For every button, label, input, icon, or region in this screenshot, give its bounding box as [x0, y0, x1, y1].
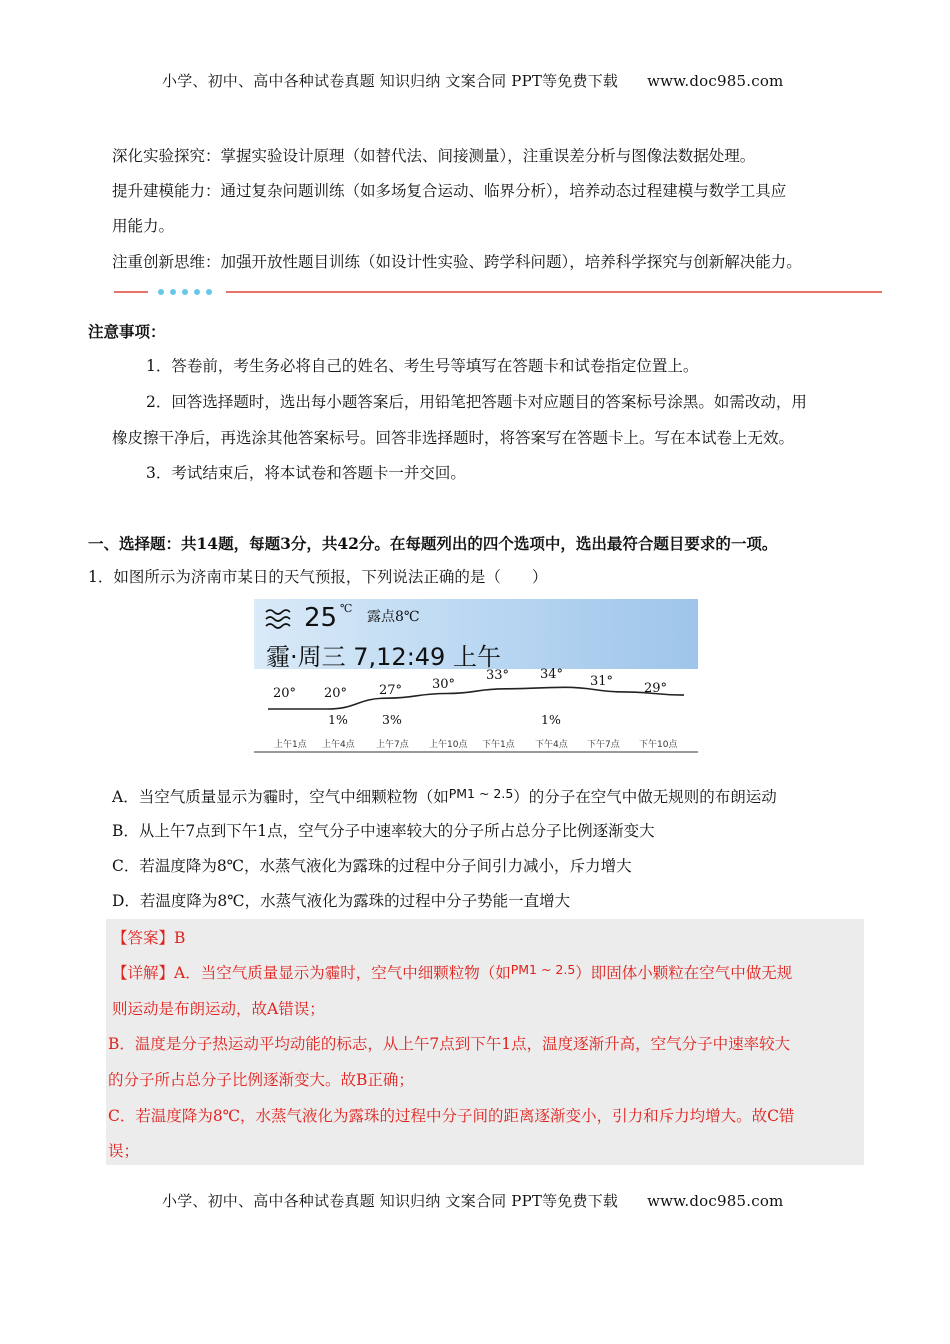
- answer-label: 【答案】: [112, 929, 175, 947]
- detail-line-3: B．温度是分子热运动平均动能的标志，从上午7点到下午1点，温度逐渐升高，空气分子中速率较大: [108, 1035, 791, 1053]
- precip-chance: 1%: [328, 712, 348, 727]
- detail-a-pre: A．当空气质量显示为霾时，空气中细颗粒物（如: [174, 964, 511, 982]
- hour-temp: 20°: [324, 686, 348, 701]
- dew-point: 露点8℃: [367, 609, 420, 625]
- hour-label: 上午1点: [274, 740, 307, 750]
- hour-temp: 33°: [486, 668, 510, 683]
- notes-title: 注意事项：: [88, 322, 166, 341]
- answer-value: B: [174, 929, 186, 947]
- hour-temp: 20°: [273, 686, 297, 701]
- hour-label: 下午7点: [587, 740, 620, 750]
- hour-temp: 31°: [590, 674, 614, 689]
- intro-line-4: 注重创新思维：加强开放性题目训练（如设计性实验、跨学科问题），培养科学探究与创新解决能力。: [112, 253, 802, 271]
- hour-temp: 29°: [644, 681, 668, 696]
- hour-label: 上午10点: [429, 740, 468, 750]
- temp-unit: ℃: [340, 602, 353, 615]
- hour-temp: 34°: [540, 667, 564, 682]
- hour-temp: 30°: [432, 677, 456, 692]
- precip-chance: 1%: [541, 712, 561, 727]
- detail-a-post: ）即固体小颗粒在空气中做无规: [575, 964, 793, 982]
- note-2b: 橡皮擦干净后，再选涂其他答案标号。回答非选择题时，将答案写在答题卡上。写在本试卷上无效。: [112, 429, 795, 447]
- detail-line-4: 的分子所占总分子比例逐渐变大。故B正确；: [108, 1071, 414, 1089]
- note-1: 1．答卷前，考生务必将自己的姓名、考生号等填写在答题卡和试卷指定位置上。: [146, 357, 699, 375]
- weather-status: 霾·周三 7,12:49 上午: [266, 643, 501, 671]
- option-a: [112, 786, 777, 809]
- option-a-pm: PM1 ~ 2.5: [448, 786, 514, 801]
- haze-icon: [266, 610, 290, 628]
- option-d: D．若温度降为8℃，水蒸气液化为露珠的过程中分子势能一直增大: [112, 892, 571, 910]
- footer-text: 小学、初中、高中各种试卷真题 知识归纳 文案合同 PPT等免费下载: [162, 1192, 619, 1210]
- page-footer: [162, 1190, 783, 1211]
- section-title: 一、选择题：共14题，每题3分，共42分。在每题列出的四个选项中，选出最符合题目要求的一项。: [88, 534, 778, 553]
- hour-temp: 27°: [379, 683, 403, 698]
- answer-line: [112, 927, 185, 949]
- detail-line-6: 误；: [108, 1142, 140, 1160]
- weather-figure: [254, 599, 698, 756]
- question-stem: 1．如图所示为济南市某日的天气预报，下列说法正确的是（ ）: [88, 568, 548, 586]
- intro-line-1: 深化实验探究：掌握实验设计原理（如替代法、间接测量），注重误差分析与图像法数据处理。: [112, 147, 756, 165]
- option-c: C．若温度降为8℃，水蒸气液化为露珠的过程中分子间引力减小，斥力增大: [112, 857, 632, 875]
- hour-label: 上午7点: [376, 740, 409, 750]
- header-url: www.doc985.com: [647, 72, 784, 90]
- hour-label: 下午1点: [482, 740, 515, 750]
- option-b: B．从上午7点到下午1点，空气分子中速率较大的分子所占总分子比例逐渐变大: [112, 822, 655, 840]
- footer-url: www.doc985.com: [647, 1192, 784, 1210]
- detail-line-1: [112, 962, 792, 985]
- detail-line-5: C．若温度降为8℃，水蒸气液化为露珠的过程中分子间的距离逐渐变小，引力和斥力均增大。故C错: [108, 1107, 795, 1125]
- option-a-post: ）的分子在空气中做无规则的布朗运动: [513, 788, 777, 806]
- detail-line-2: 则运动是布朗运动，故A错误；: [112, 1000, 325, 1018]
- page-header: [162, 70, 783, 91]
- option-a-pre: A．当空气质量显示为霾时，空气中细颗粒物（如: [112, 788, 449, 806]
- hour-label: 上午4点: [322, 740, 355, 750]
- detail-a-pm: PM1 ~ 2.5: [510, 962, 576, 977]
- hour-label: 下午10点: [639, 740, 678, 750]
- precip-chance: 3%: [382, 712, 402, 727]
- detail-label: 【详解】: [112, 964, 175, 982]
- intro-line-3: 用能力。: [112, 217, 175, 235]
- note-3: 3．考试结束后，将本试卷和答题卡一并交回。: [146, 464, 466, 482]
- current-temp: 25: [304, 603, 338, 633]
- intro-line-2: 提升建模能力：通过复杂问题训练（如多场复合运动、临界分析），培养动态过程建模与数学工具应: [112, 182, 787, 200]
- note-2a: 2．回答选择题时，选出每小题答案后，用铅笔把答题卡对应题目的答案标号涂黑。如需改动，用: [146, 393, 807, 411]
- header-text: 小学、初中、高中各种试卷真题 知识归纳 文案合同 PPT等免费下载: [162, 72, 619, 90]
- hour-label: 下午4点: [535, 740, 568, 750]
